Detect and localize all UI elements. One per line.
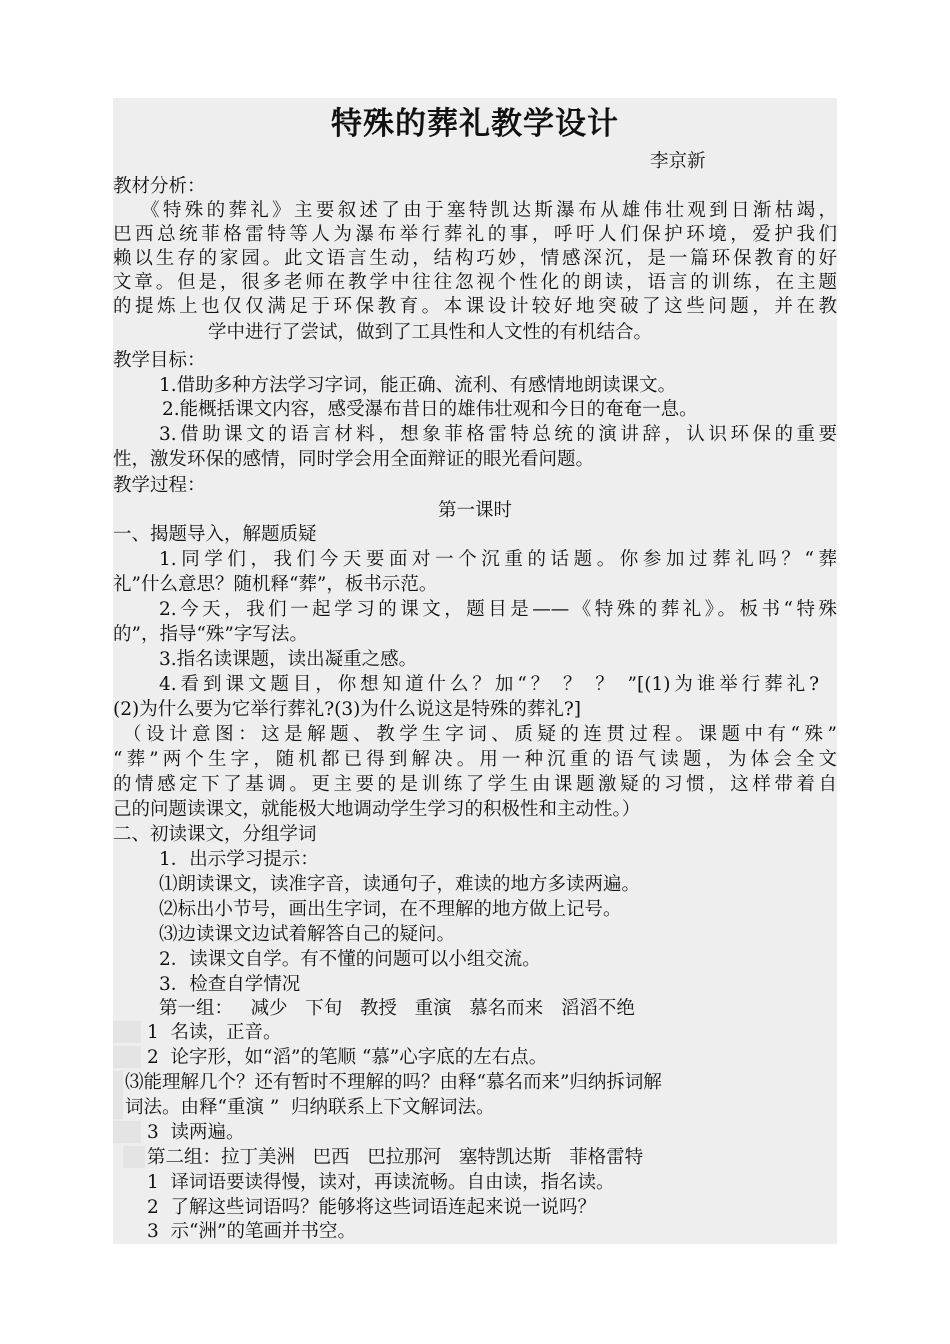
design-intent-line: 己的问题读课文，就能极大地调动学生学习的积极性和主动性。） xyxy=(113,799,641,820)
author-name: 李京新 xyxy=(650,151,706,172)
part2-line: ⑶边读课文边试着解答自己的疑问。 xyxy=(159,924,456,945)
group2-step: 2 了解这些词语吗？能够将这些词语连起来说一说吗？ xyxy=(147,1197,597,1218)
goal-item: 1.借助多种方法学习字词，能正确、流利、有感情地朗读课文。 xyxy=(159,375,677,396)
part1-line: (2)为什么要为它举行葬礼?(3)为什么说这是特殊的葬礼?] xyxy=(113,699,581,720)
part2-line: ⑴朗读课文，读准字音，读通句子，难读的地方多读两遍。 xyxy=(159,874,641,895)
analysis-line: 文章。但是，很多老师在教学中往往忽视个性化的朗读，语言的训练，在主题 xyxy=(113,272,837,293)
lesson-label: 第一课时 xyxy=(437,500,512,521)
analysis-line: 《特殊的葬礼》主要叙述了由于塞特凯达斯瀑布从雄伟壮观到日渐枯竭， xyxy=(141,200,837,221)
part1-line: 3.指名读课题，读出凝重之感。 xyxy=(159,649,418,670)
part2-line: 3．检查自学情况 xyxy=(159,974,301,995)
shade-block xyxy=(113,1021,141,1043)
shade-block xyxy=(123,1146,145,1168)
group1-step: 2 论字形，如“滔”的笔顺 “慕”心字底的左右点。 xyxy=(147,1047,548,1068)
analysis-line: 的提炼上也仅仅满足于环保教育。本课设计较好地突破了这些问题，并在教 xyxy=(113,296,837,317)
design-intent-line: “葬”两个生字，随机都已得到解决。用一种沉重的语气读题，为体会全文 xyxy=(113,749,837,770)
design-intent-line: 的情感定下了基调。更主要的是训练了学生由课题激疑的习惯，这样带着自 xyxy=(113,774,837,795)
shade-block xyxy=(113,1121,141,1143)
group1-step: 1 名读，正音。 xyxy=(147,1022,282,1043)
analysis-heading: 教材分析： xyxy=(113,176,206,197)
part2-heading: 二、初读课文，分组学词 xyxy=(113,824,317,845)
group1-step: 词法。由释“重演 ” 归纳联系上下文解词法。 xyxy=(125,1097,495,1118)
shade-block xyxy=(113,1046,141,1068)
part2-line: 2．读课文自学。有不懂的问题可以小组交流。 xyxy=(159,949,541,970)
process-heading: 教学过程： xyxy=(113,475,206,496)
group1-step: 3 读两遍。 xyxy=(147,1122,245,1143)
design-intent-line: （设计意图：这是解题、教学生字词、质疑的连贯过程。课题中有“殊” xyxy=(123,724,837,745)
word-group-2: 第二组：拉丁美洲 巴西 巴拉那河 塞特凯达斯 菲格雷特 xyxy=(147,1147,644,1168)
part1-line: 的”，指导“殊”字写法。 xyxy=(113,624,308,645)
group2-step: 3 示“洲”的笔画并书空。 xyxy=(147,1221,356,1242)
part2-line: 1．出示学习提示： xyxy=(159,849,319,870)
goal-item: 2.能概括课文内容，感受瀑布昔日的雄伟壮观和今日的奄奄一息。 xyxy=(162,399,698,420)
document-title: 特殊的葬礼教学设计 xyxy=(331,106,619,142)
shade-block xyxy=(113,1071,123,1119)
group2-step: 1 译词语要读得慢，读对，再读流畅。自由读，指名读。 xyxy=(147,1172,615,1193)
part1-line: 1.同学们，我们今天要面对一个沉重的话题。你参加过葬礼吗？“葬 xyxy=(159,549,837,570)
part1-heading: 一、揭题导入，解题质疑 xyxy=(113,524,317,545)
group1-step: ⑶能理解几个？还有暂时不理解的吗？由释“慕名而来”归纳拆词解 xyxy=(125,1072,662,1093)
word-group-1: 第一组： 减少 下旬 教授 重演 慕名而来 滔滔不绝 xyxy=(159,998,635,1019)
part2-line: ⑵标出小节号，画出生字词，在不理解的地方做上记号。 xyxy=(159,899,622,920)
goals-heading: 教学目标： xyxy=(113,350,206,371)
goal-item: 性，激发环保的感情，同时学会用全面辩证的眼光看问题。 xyxy=(113,449,595,470)
analysis-line: 赖以生存的家园。此文语言生动，结构巧妙，情感深沉，是一篇环保教育的好 xyxy=(113,248,837,269)
part1-line: 礼”什么意思？随机释“葬”，板书示范。 xyxy=(113,574,438,595)
document-page xyxy=(113,98,837,1244)
analysis-line: 巴西总统菲格雷特等人为瀑布举行葬礼的事，呼吁人们保护环境，爱护我们 xyxy=(113,224,837,245)
goal-item: 3.借助课文的语言材料，想象菲格雷特总统的演讲辞，认识环保的重要 xyxy=(159,424,837,445)
analysis-line: 学中进行了尝试，做到了工具性和人文性的有机结合。 xyxy=(208,322,653,343)
part1-line: 2.今天，我们一起学习的课文，题目是——《特殊的葬礼》。板书“特殊 xyxy=(159,599,837,620)
part1-line: 4.看到课文题目，你想知道什么？加“？ ？ ？ ”[(1)为谁举行葬礼? xyxy=(159,674,819,695)
